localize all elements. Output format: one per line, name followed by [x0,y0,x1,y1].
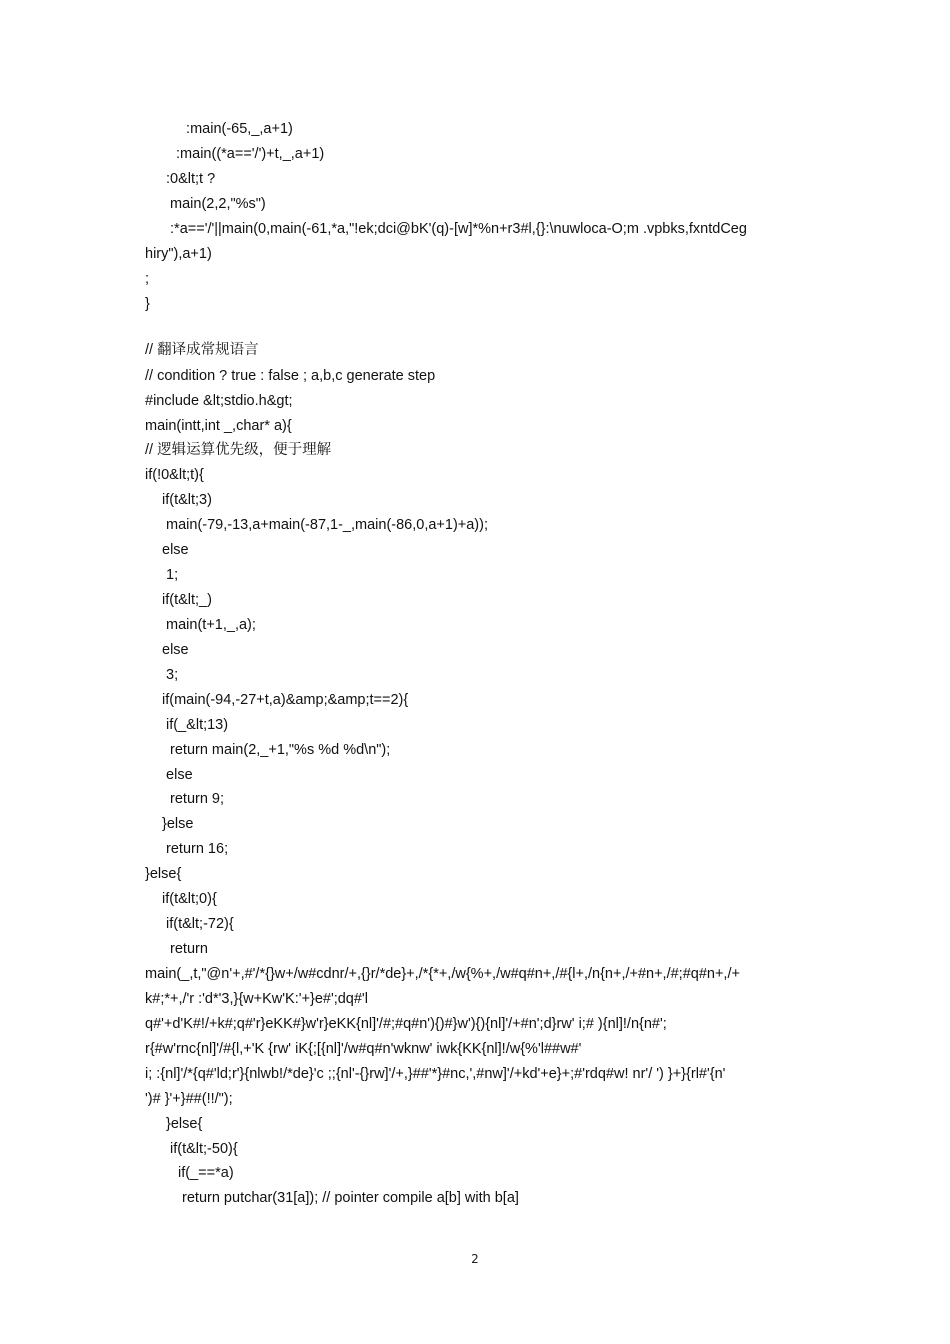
code-line: if(_==*a) [174,1165,234,1181]
code-line: main(2,2,"%s") [166,196,266,212]
code-line: return main(2,_+1,"%s %d %d\n"); [166,742,391,758]
comment-line: // 翻译成常规语言 [145,342,259,358]
code-line: main(_,t,"@n'+,#'/*{}w+/w#cdnr/+,{}r/*de}+,/*{*+,/w{%+,/w#q#n+,/#{l+,/n{n+,/+#n+,/#;#q#n+,/+ [145,966,740,982]
code-line: 1; [162,567,179,583]
code-line: return putchar(31[a]); // pointer compile a[b] with b[a] [178,1190,519,1206]
code-line: }else{ [166,1116,203,1132]
code-line: return 9; [166,791,225,807]
comment-line: // condition ? true : false ; a,b,c generate step [145,368,436,384]
code-line: :main(-65,_,a+1) [178,121,293,137]
code-line: ; [145,271,150,287]
code-line: } [145,296,150,312]
code-line: }else{ [145,866,182,882]
code-line: k#;*+,/'r :'d*'3,}{w+Kw'K:'+}e#';dq#'l [145,991,368,1007]
code-line: r{#w'rnc{nl]'/#{l,+'K {rw' iK{;[{nl]'/w#q#n'wknw' iwk{KK{nl]!/w{%'l##w#' [145,1041,582,1057]
code-line: if(t&lt;-50){ [170,1141,238,1157]
code-line: return 16; [162,841,229,857]
code-line: q#'+d'K#!/+k#;q#'r}eKK#}w'r}eKK{nl]'/#;#q#n'){)#}w'){){nl]'/+#n';d}rw' i;# ){nl]!/n{n#'; [145,1016,667,1032]
code-line: if(main(-94,-27+t,a)&amp;&amp;t==2){ [162,692,409,708]
code-line: main(-79,-13,a+main(-87,1-_,main(-86,0,a+1)+a)); [162,517,488,533]
code-line: if(t&lt;-72){ [162,916,234,932]
page-number: 2 [471,1252,479,1266]
code-line: }else [162,816,194,832]
code-line: return [166,941,208,957]
code-line: else [162,542,189,558]
code-line: ')# }'+}##(!!/"); [145,1091,233,1107]
code-line: :*a=='/'||main(0,main(-61,*a,"!ek;dci@bK'(q)-[w]*%n+r3#l,{}:\nuwloca-O;m .vpbks,fxntdCeg [166,221,747,237]
code-line: 3; [162,667,179,683]
code-line: if(t&lt;3) [162,492,212,508]
code-line: main(intt,int _,char* a){ [145,418,292,434]
code-line: if(t&lt;_) [162,592,212,608]
code-line: if(_&lt;13) [162,717,229,733]
code-line: :0&lt;t ? [166,171,216,187]
code-line: i; :{nl]'/*{q#'ld;r'}{nlwb!/*de}'c ;;{nl'-{}rw]'/+,}##'*}#nc,',#nw]'/+kd'+e}+;#'rdq#w! nr'/ ') }+}{rl#'{n' [145,1066,726,1082]
code-line: hiry"),a+1) [145,246,212,262]
code-line: else [162,767,193,783]
code-line: else [162,642,189,658]
code-line: main(t+1,_,a); [162,617,256,633]
comment-line: // 逻辑运算优先级，便于理解 [145,442,332,458]
code-line: #include &lt;stdio.h&gt; [145,393,293,409]
code-line: if(!0&lt;t){ [145,467,204,483]
code-line: if(t&lt;0){ [162,891,217,907]
code-line: :main((*a=='/')+t,_,a+1) [172,146,325,162]
